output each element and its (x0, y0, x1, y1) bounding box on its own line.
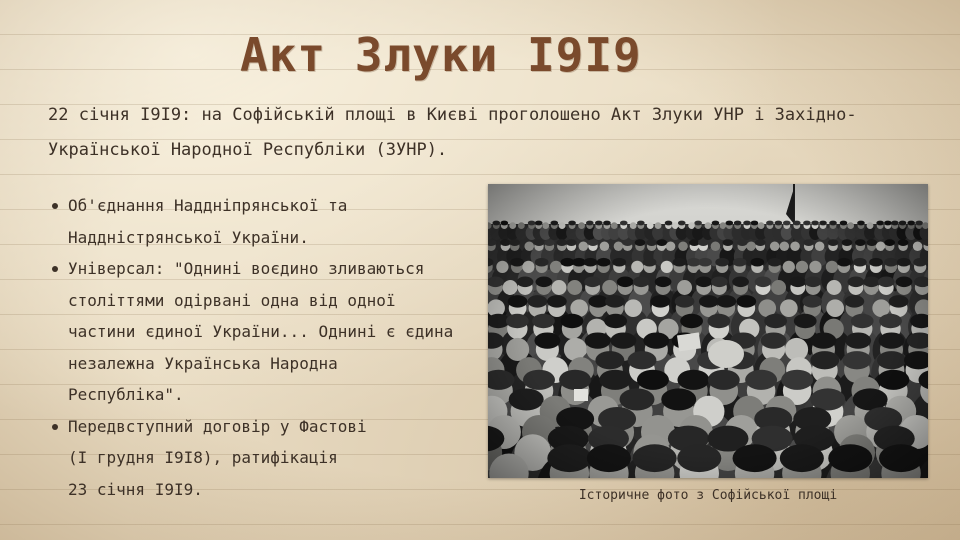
bullet-icon (52, 203, 58, 209)
bullet-text: Універсал: "Однині воєдино зливаються століттями одірвані одна від одної частини єдиної України... Однині є єдина незалежна Українська Народна Республіка". (68, 259, 454, 404)
bullet-item (48, 253, 478, 411)
slide-title: Акт Злуки I9I9 (240, 28, 642, 82)
crowd-photo-image (488, 184, 928, 478)
intro-paragraph: 22 січня I9I9: на Софійській площі в Києві проголошено Акт Злуки УНР і Західно-Української Народної Республіки (ЗУНР). (48, 105, 857, 160)
bullet-icon (52, 424, 58, 430)
bullet-list (48, 190, 478, 505)
bullet-text: Передвступний договір у Фастові (I грудня I9I8), ратифікація 23 січня I9I9. (68, 416, 367, 499)
photo-caption: Історичне фото з Софійської площі (578, 488, 838, 503)
bullet-text: Об'єднання Наддніпрянської та Наддністрянської України. (68, 196, 348, 247)
bullet-item (48, 411, 478, 506)
bullet-item (48, 190, 478, 253)
historical-photo (488, 184, 928, 478)
bullet-icon (52, 266, 58, 272)
